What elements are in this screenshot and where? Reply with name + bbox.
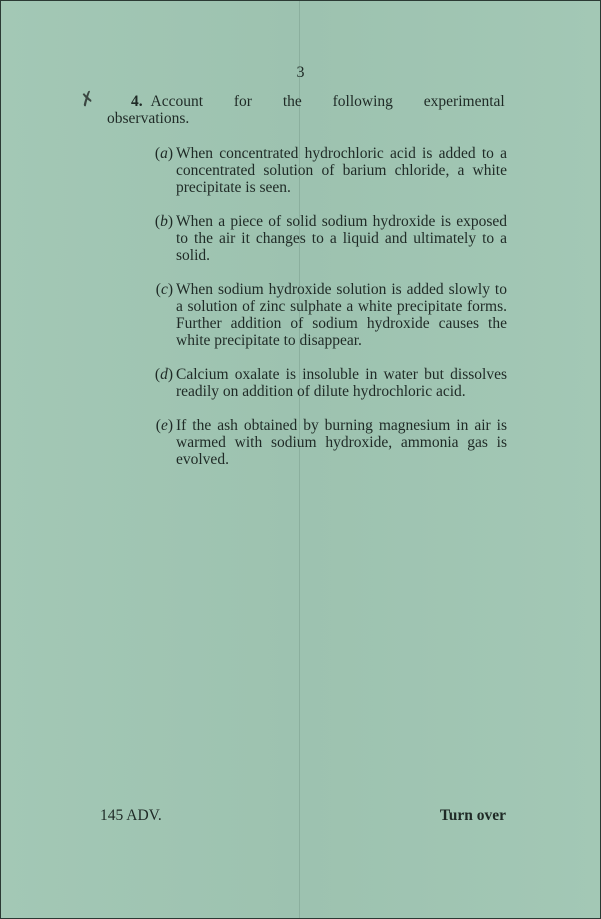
part-d: [107, 366, 507, 400]
part-text: When a piece of solid sodium hydroxide is exposed to the air it changes to a liquid and ultimately to a solid.: [176, 213, 507, 264]
part-label: (b): [154, 213, 173, 230]
part-text: Calcium oxalate is insoluble in water but dissolves readily on addition of dilute hydrochloric acid.: [176, 366, 507, 400]
question-stem-end: observations.: [107, 110, 190, 127]
question-heading: [107, 93, 507, 127]
part-c: [107, 281, 507, 349]
part-label: (d): [154, 366, 173, 383]
turn-over-label: Turn over: [439, 807, 506, 824]
part-a: [107, 145, 507, 196]
part-text: When sodium hydroxide solution is added slowly to a solution of zinc sulphate a white precipitate forms. Further addition of sodium hydroxide causes the white precipitate to disappear.: [176, 281, 507, 349]
part-e: [107, 417, 507, 468]
question-stem: Account for the following experimental: [150, 93, 505, 110]
part-text: When concentrated hydrochloric acid is added to a concentrated solution of barium chloride, a white precipitate is seen.: [176, 145, 507, 196]
question-4: [107, 93, 507, 468]
handwritten-mark: ✗: [76, 87, 98, 112]
part-label: (c): [155, 281, 173, 298]
part-b: [107, 213, 507, 264]
question-number: 4.: [131, 93, 143, 110]
paper-code: 145 ADV.: [100, 807, 162, 824]
part-label: (e): [155, 417, 173, 434]
part-text: If the ash obtained by burning magnesium in air is warmed with sodium hydroxide, ammonia gas is evolved.: [176, 417, 507, 468]
part-label: (a): [154, 145, 173, 162]
page-number: 3: [296, 64, 305, 81]
question-parts: [107, 145, 507, 468]
